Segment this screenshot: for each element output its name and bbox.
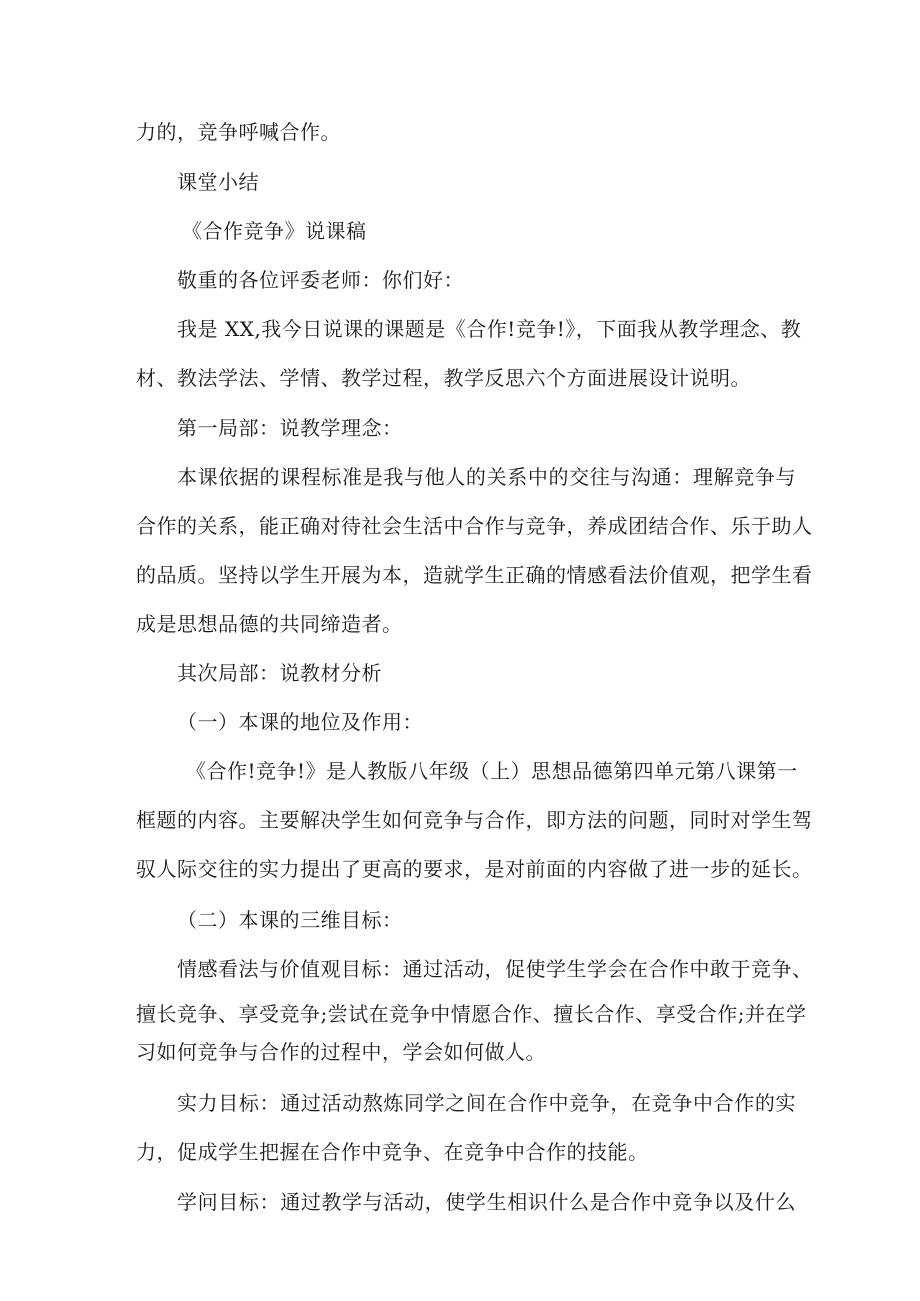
paragraph-line: 本课依据的课程标准是我与他人的关系中的交往与沟通：理解竞争与 bbox=[177, 465, 796, 489]
paragraph-line: 力，促成学生把握在合作中竞争、在竞争中合作的技能。 bbox=[136, 1140, 649, 1164]
section-heading: 课堂小结 bbox=[177, 170, 259, 194]
subsection-heading: （一）本课的地位及作用： bbox=[177, 710, 423, 734]
section-heading: 其次局部：说教材分析 bbox=[177, 661, 382, 685]
paragraph-line: 我是 XX,我今日说课的课题是《合作!竞争!》，下面我从教学理念、教 bbox=[177, 317, 802, 341]
paragraph-line: 框题的内容。主要解决学生如何竞争与合作，即方法的问题，同时对学生驾 bbox=[136, 808, 813, 832]
paragraph-line: 力的，竞争呼喊合作。 bbox=[136, 120, 341, 144]
document-title: 《合作竞争》说课稿 bbox=[182, 219, 367, 243]
paragraph-line: 情感看法与价值观目标：通过活动，促使学生学会在合作中敢于竞争、 bbox=[177, 957, 813, 981]
greeting-line: 敬重的各位评委老师：你们好： bbox=[177, 268, 464, 292]
paragraph-line: 习如何竞争与合作的过程中，学会如何做人。 bbox=[136, 1040, 546, 1064]
paragraph-line: 《合作!竞争!》是人教版八年级（上）思想品德第四单元第八课第一 bbox=[186, 759, 798, 783]
paragraph-line: 擅长竞争、享受竞争;尝试在竞争中情愿合作、擅长合作、享受合作;并在学 bbox=[136, 1002, 807, 1026]
section-heading: 第一局部：说教学理念： bbox=[177, 416, 403, 440]
paragraph-line: 实力目标：通过活动熬炼同学之间在合作中竞争，在竞争中合作的实 bbox=[177, 1091, 796, 1115]
paragraph-line: 驭人际交往的实力提出了更高的要求，是对前面的内容做了进一步的延长。 bbox=[136, 857, 813, 881]
paragraph-line: 材、教法学法、学情、教学过程，教学反思六个方面进展设计说明。 bbox=[136, 366, 751, 390]
subsection-heading: （二）本课的三维目标： bbox=[177, 908, 403, 932]
paragraph-line: 合作的关系，能正确对待社会生活中合作与竞争，养成团结合作、乐于助人 bbox=[136, 514, 813, 538]
paragraph-line: 的品质。坚持以学生开展为本，造就学生正确的情感看法价值观，把学生看 bbox=[136, 563, 813, 587]
paragraph-line: 学问目标：通过教学与活动，使学生相识什么是合作中竞争以及什么 bbox=[177, 1190, 796, 1214]
paragraph-line: 成是思想品德的共同缔造者。 bbox=[136, 612, 403, 636]
